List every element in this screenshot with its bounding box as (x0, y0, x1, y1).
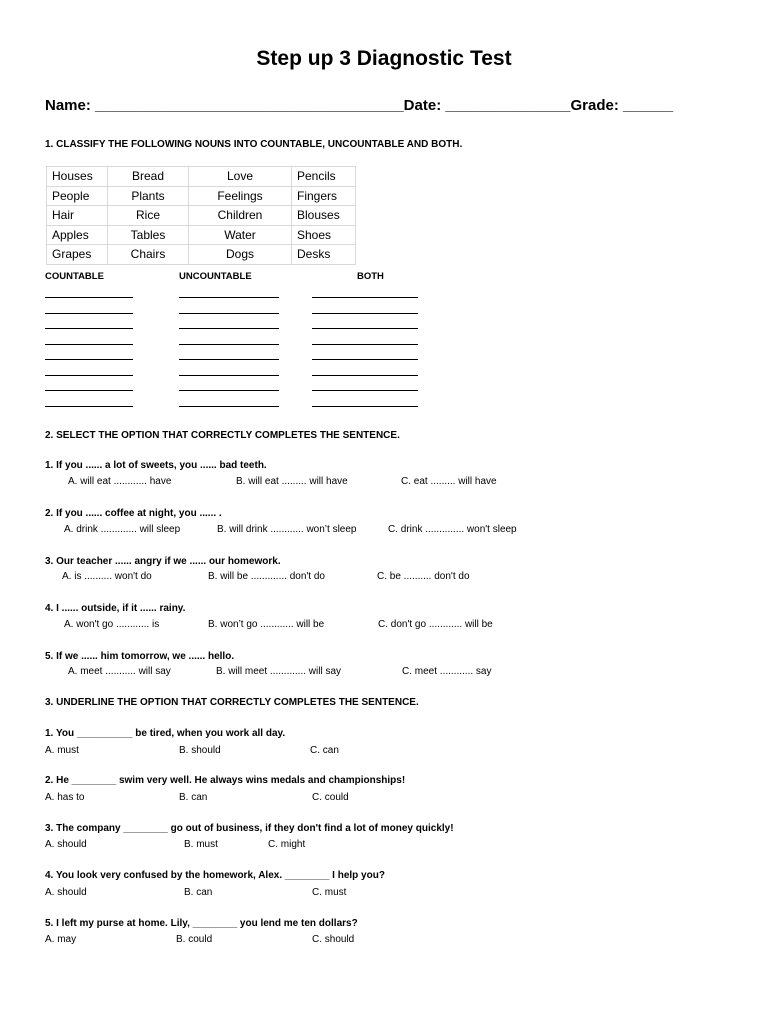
table-cell: Desks (292, 245, 356, 265)
both-answer-blank (312, 328, 418, 329)
uncountable-column-header: UNCOUNTABLE (179, 271, 252, 282)
table-cell: Apples (47, 225, 108, 245)
s3-q2-option-b: B. can (179, 792, 208, 803)
table-row (47, 245, 356, 265)
table-cell: Children (189, 206, 292, 226)
s3-q4-option-b: B. can (184, 887, 213, 898)
both-answer-blank (312, 406, 418, 407)
both-answer-blank (312, 359, 418, 360)
s3-q1-option-c: C. can (310, 745, 339, 756)
s3-question-2: 2. He ________ swim very well. He always wins medals and championships! (45, 775, 406, 786)
table-cell: Grapes (47, 245, 108, 265)
countable-answer-blank (45, 390, 133, 391)
table-cell: Love (189, 167, 292, 187)
table-cell: Chairs (108, 245, 189, 265)
table-cell: Plants (108, 186, 189, 206)
s2-question-4: 4. I ...... outside, if it ...... rainy. (45, 603, 186, 614)
name-date-grade-line: Name: _____________________________________Date: _______________Grade: ______ (45, 97, 674, 114)
s3-q5-option-c: C. should (312, 934, 355, 945)
table-cell: Fingers (292, 186, 356, 206)
section2-heading: 2. SELECT THE OPTION THAT CORRECTLY COMPLETES THE SENTENCE. (45, 430, 400, 441)
uncountable-answer-blank (179, 328, 279, 329)
s2-q5-option-a: A. meet ........... will say (68, 666, 171, 677)
s3-q2-option-c: C. could (312, 792, 349, 803)
both-answer-blank (312, 313, 418, 314)
countable-answer-blank (45, 375, 133, 376)
table-row (47, 225, 356, 245)
section3-heading: 3. UNDERLINE THE OPTION THAT CORRECTLY COMPLETES THE SENTENCE. (45, 697, 419, 708)
s3-q5-option-a: A. may (45, 934, 77, 945)
table-cell: Pencils (292, 167, 356, 187)
s2-q4-option-c: C. don't go ............ will be (378, 619, 493, 630)
uncountable-answer-blank (179, 359, 279, 360)
s2-q4-option-b: B. won’t go ............ will be (208, 619, 325, 630)
table-cell: People (47, 186, 108, 206)
s3-q3-option-a: A. should (45, 839, 87, 850)
both-answer-blank (312, 297, 418, 298)
s3-q4-option-a: A. should (45, 887, 87, 898)
countable-answer-blank (45, 297, 133, 298)
table-cell: Tables (108, 225, 189, 245)
table-cell: Rice (108, 206, 189, 226)
table-cell: Shoes (292, 225, 356, 245)
s2-question-2: 2. If you ...... coffee at night, you ...... . (45, 508, 222, 519)
countable-answer-blank (45, 328, 133, 329)
s2-q3-option-b: B. will be ............. don't do (208, 571, 325, 582)
s2-q2-option-c: C. drink .............. won't sleep (388, 524, 517, 535)
both-column-header: BOTH (357, 271, 384, 282)
countable-answer-blank (45, 344, 133, 345)
countable-answer-blank (45, 359, 133, 360)
s2-question-5: 5. If we ...... him tomorrow, we ...... hello. (45, 651, 235, 662)
s3-question-1: 1. You __________ be tired, when you work all day. (45, 728, 286, 739)
table-row (47, 167, 356, 187)
s2-q4-option-a: A. won't go ............ is (64, 619, 160, 630)
page-title: Step up 3 Diagnostic Test (256, 47, 512, 70)
uncountable-answer-blank (179, 344, 279, 345)
table-cell: Feelings (189, 186, 292, 206)
table-cell: Blouses (292, 206, 356, 226)
s3-question-4: 4. You look very confused by the homework, Alex. ________ I help you? (45, 870, 385, 881)
table-cell: Bread (108, 167, 189, 187)
uncountable-answer-blank (179, 313, 279, 314)
s3-question-5: 5. I left my purse at home. Lily, ________ you lend me ten dollars? (45, 918, 358, 929)
s3-q5-option-b: B. could (176, 934, 213, 945)
s3-q2-option-a: A. has to (45, 792, 85, 803)
table-cell: Houses (47, 167, 108, 187)
table-cell: Dogs (189, 245, 292, 265)
s2-q1-option-c: C. eat ......... will have (401, 476, 497, 487)
s3-q1-option-b: B. should (179, 745, 221, 756)
s2-q1-option-b: B. will eat ......... will have (236, 476, 348, 487)
s2-q2-option-b: B. will drink ............ won’t sleep (217, 524, 357, 535)
uncountable-answer-blank (179, 297, 279, 298)
table-cell: Hair (47, 206, 108, 226)
uncountable-answer-blank (179, 390, 279, 391)
nouns-table (46, 166, 356, 265)
s2-q5-option-c: C. meet ............ say (402, 666, 492, 677)
table-row (47, 206, 356, 226)
s3-q3-option-c: C. might (268, 839, 306, 850)
both-answer-blank (312, 390, 418, 391)
uncountable-answer-blank (179, 406, 279, 407)
s3-q1-option-a: A. must (45, 745, 79, 756)
s2-q5-option-b: B. will meet ............. will say (216, 666, 342, 677)
s3-q3-option-b: B. must (184, 839, 218, 850)
countable-column-header: COUNTABLE (45, 271, 104, 282)
both-answer-blank (312, 375, 418, 376)
table-row (47, 186, 356, 206)
countable-answer-blank (45, 406, 133, 407)
table-cell: Water (189, 225, 292, 245)
s2-q1-option-a: A. will eat ............ have (68, 476, 172, 487)
section1-heading: 1. CLASSIFY THE FOLLOWING NOUNS INTO COUNTABLE, UNCOUNTABLE AND BOTH. (45, 139, 463, 150)
s2-question-3: 3. Our teacher ...... angry if we ...... our homework. (45, 556, 281, 567)
s2-q2-option-a: A. drink ............. will sleep (64, 524, 181, 535)
s2-q3-option-c: C. be .......... don't do (377, 571, 470, 582)
s3-q4-option-c: C. must (312, 887, 347, 898)
both-answer-blank (312, 344, 418, 345)
s2-question-1: 1. If you ...... a lot of sweets, you ...... bad teeth. (45, 460, 267, 471)
s2-q3-option-a: A. is .......... won't do (62, 571, 152, 582)
s3-question-3: 3. The company ________ go out of business, if they don't find a lot of money quickly! (45, 823, 454, 834)
countable-answer-blank (45, 313, 133, 314)
uncountable-answer-blank (179, 375, 279, 376)
